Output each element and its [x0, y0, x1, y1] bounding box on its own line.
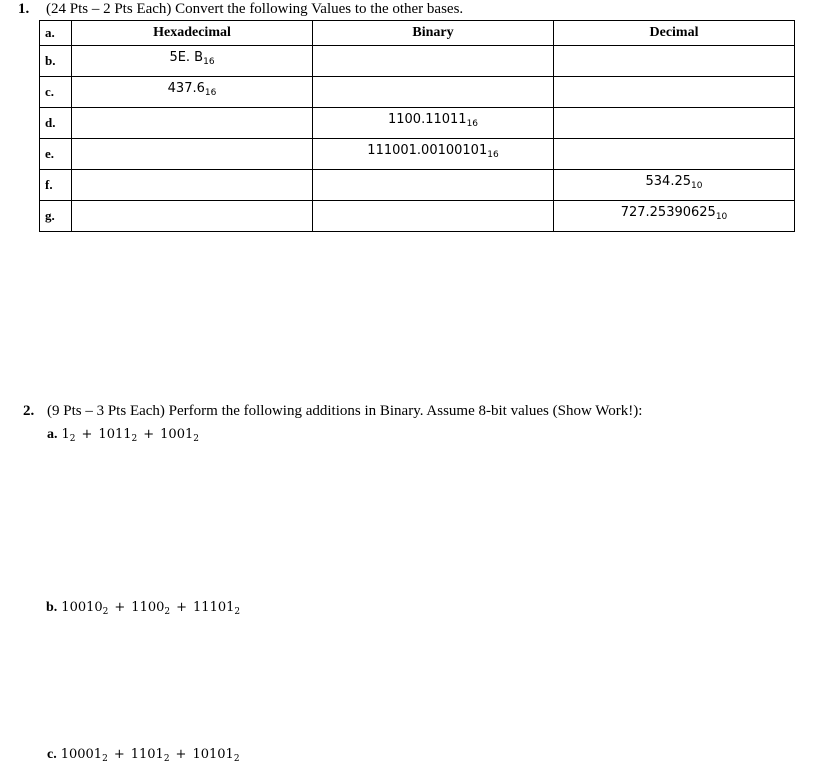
decimal-cell[interactable]	[554, 46, 795, 77]
plus-sign: +	[113, 747, 125, 762]
decimal-cell[interactable]	[554, 77, 795, 108]
hex-cell[interactable]	[72, 139, 313, 170]
binary-cell-base: 16	[466, 119, 479, 129]
plus-sign: +	[143, 427, 155, 442]
table-row	[40, 46, 795, 77]
row-label: g.	[40, 201, 72, 232]
base-subscript: 2	[193, 434, 199, 444]
binary-term: 10001	[60, 747, 103, 762]
binary-cell-value: 1100.11011	[387, 112, 467, 127]
table-row	[40, 77, 795, 108]
part-a-expression	[62, 427, 199, 442]
binary-term: 10010	[61, 600, 103, 615]
plus-sign: +	[176, 600, 188, 615]
binary-cell[interactable]	[313, 139, 554, 170]
binary-cell[interactable]	[313, 46, 554, 77]
binary-term: 1	[61, 427, 70, 442]
decimal-cell[interactable]	[554, 139, 795, 170]
base-subscript: 2	[233, 754, 240, 764]
row-label: c.	[40, 77, 72, 108]
decimal-cell[interactable]	[554, 170, 795, 201]
row-label: e.	[40, 139, 72, 170]
binary-term: 1001	[160, 427, 194, 442]
hex-cell-base: 16	[203, 57, 215, 67]
binary-term: 1011	[98, 427, 132, 442]
table-header-row	[40, 21, 795, 46]
base-subscript: 2	[131, 434, 138, 444]
question-2-text: (9 Pts – 3 Pts Each) Perform the following additions in Binary. Assume 8-bit values (Show Work!):	[47, 403, 643, 419]
part-a	[47, 425, 199, 444]
plus-sign: +	[81, 427, 93, 442]
base-subscript: 2	[102, 607, 109, 617]
base-subscript: 2	[163, 754, 170, 764]
hex-cell[interactable]	[72, 46, 313, 77]
binary-term: 1101	[130, 747, 164, 762]
decimal-cell-value: 727.25390625	[620, 205, 716, 220]
table-row	[40, 108, 795, 139]
question-2-number: 2.	[23, 403, 35, 419]
hex-cell-base: 16	[204, 88, 217, 98]
row-label: f.	[40, 170, 72, 201]
binary-term: 1100	[131, 600, 165, 615]
base-subscript: 2	[102, 754, 108, 764]
binary-cell-base: 16	[487, 150, 499, 160]
binary-cell[interactable]	[313, 201, 554, 232]
part-c-expression	[61, 747, 240, 762]
decimal-cell-base: 10	[715, 212, 728, 222]
decimal-cell-base: 10	[691, 181, 703, 191]
hex-cell[interactable]	[72, 201, 313, 232]
base-subscript: 2	[164, 607, 171, 617]
hex-cell-value: 437.6	[167, 81, 205, 96]
question-1-text: (24 Pts – 2 Pts Each) Convert the following Values to the other bases.	[46, 1, 464, 17]
table-row	[40, 201, 795, 232]
hex-cell[interactable]	[72, 108, 313, 139]
header-hexadecimal: Hexadecimal	[72, 21, 313, 46]
base-subscript: 2	[234, 607, 241, 617]
header-binary: Binary	[313, 21, 554, 46]
hex-cell-value: 5E. B	[169, 50, 204, 65]
conversion-table	[39, 20, 795, 232]
part-b	[46, 598, 240, 617]
binary-cell[interactable]	[313, 170, 554, 201]
binary-term: 10101	[192, 747, 234, 762]
row-label: b.	[40, 46, 72, 77]
binary-term: 11101	[193, 600, 235, 615]
row-label: a.	[40, 21, 72, 46]
row-label: d.	[40, 108, 72, 139]
part-c-label: c.	[47, 747, 57, 762]
hex-cell[interactable]	[72, 77, 313, 108]
base-subscript: 2	[69, 434, 76, 444]
binary-cell[interactable]	[313, 77, 554, 108]
part-c	[47, 745, 240, 764]
table-row	[40, 170, 795, 201]
part-b-expression	[61, 600, 240, 615]
binary-cell-value: 111001.00100101	[367, 143, 488, 158]
table-row	[40, 139, 795, 170]
plus-sign: +	[175, 747, 187, 762]
part-a-label: a.	[47, 427, 58, 442]
decimal-cell[interactable]	[554, 201, 795, 232]
plus-sign: +	[114, 600, 126, 615]
binary-cell[interactable]	[313, 108, 554, 139]
hex-cell[interactable]	[72, 170, 313, 201]
question-1-number: 1.	[18, 1, 30, 17]
decimal-cell-value: 534.25	[645, 174, 692, 189]
part-b-label: b.	[46, 600, 58, 615]
decimal-cell[interactable]	[554, 108, 795, 139]
header-decimal: Decimal	[554, 21, 795, 46]
